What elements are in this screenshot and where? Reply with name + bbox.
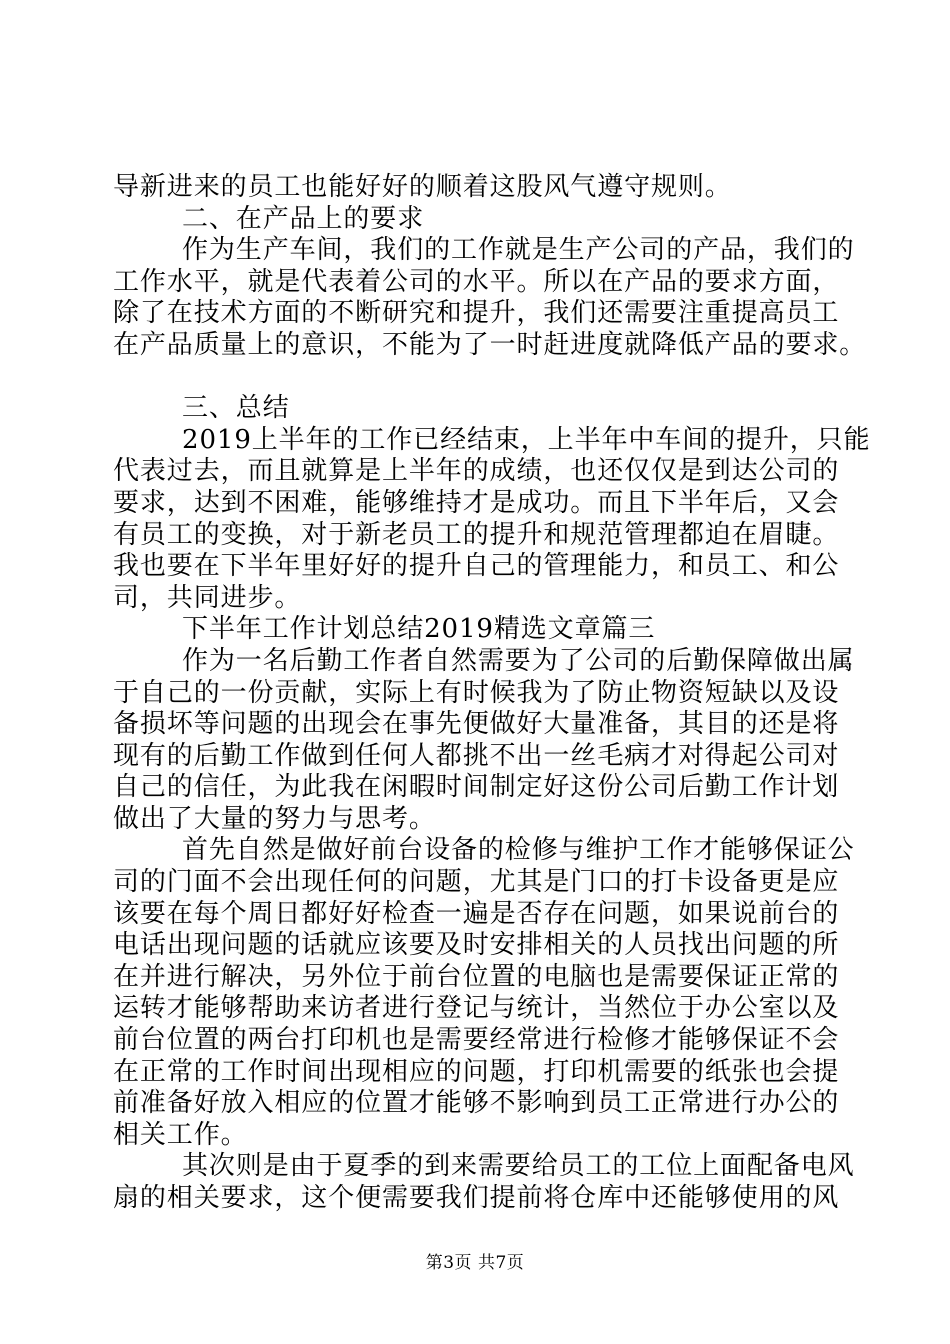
paragraph-start: 作为生产车间，我们的工作就是生产公司的产品，我们的	[182, 235, 855, 266]
text-line: 司的门面不会出现任何的问题，尤其是门口的打卡设备更是应	[113, 867, 840, 898]
paragraph-gap	[113, 362, 853, 394]
text-line: 我也要在下半年里好好的提升自己的管理能力，和员工、和公	[113, 551, 840, 582]
text-line: 在并进行解决，另外位于前台位置的电脑也是需要保证正常的	[113, 961, 840, 992]
text-line: 在正常的工作时间出现相应的问题，打印机需要的纸张也会提	[113, 1056, 840, 1087]
section-heading: 二、在产品上的要求	[182, 203, 425, 234]
text-line: 代表过去，而且就算是上半年的成绩，也还仅仅是到达公司的	[113, 456, 840, 487]
paragraph-start: 作为一名后勤工作者自然需要为了公司的后勤保障做出属	[182, 645, 855, 676]
paragraph-start: 首先自然是做好前台设备的检修与维护工作才能够保证公	[182, 835, 855, 866]
text-line: 前准备好放入相应的位置才能够不影响到员工正常进行办公的	[113, 1088, 840, 1119]
text-line: 工作水平，就是代表着公司的水平。所以在产品的要求方面，	[113, 266, 840, 297]
document-body	[113, 172, 871, 1215]
text-line: 备损坏等问题的出现会在事先便做好大量准备，其目的还是将	[113, 709, 840, 740]
section-heading: 三、总结	[182, 393, 290, 424]
paragraph-start: 2019上半年的工作已经结束，上半年中车间的提升，只能	[182, 424, 871, 455]
paragraph-start: 其次则是由于夏季的到来需要给员工的工位上面配备电风	[182, 1151, 855, 1182]
text-line: 有员工的变换，对于新老员工的提升和规范管理都迫在眉睫。	[113, 519, 840, 550]
text-line: 相关工作。	[113, 1119, 248, 1150]
text-line: 前台位置的两台打印机也是需要经常进行检修才能够保证不会	[113, 1025, 840, 1056]
text-line: 导新进来的员工也能好好的顺着这股风气遵守规则。	[113, 172, 732, 202]
text-line: 在产品质量上的意识，不能为了一时赶进度就降低产品的要求。	[113, 329, 867, 360]
page-number-footer: 第3页 共7页	[425, 1253, 525, 1273]
text-line: 要求，达到不困难，能够维持才是成功。而且下半年后，又会	[113, 487, 840, 518]
text-line: 现有的后勤工作做到任何人都挑不出一丝毛病才对得起公司对	[113, 740, 840, 771]
text-line: 该要在每个周日都好好检查一遍是否存在问题，如果说前台的	[113, 898, 840, 929]
text-line: 司，共同进步。	[113, 582, 302, 613]
text-line: 做出了大量的努力与思考。	[113, 803, 436, 834]
text-line: 自己的信任，为此我在闲暇时间制定好这份公司后勤工作计划	[113, 772, 840, 803]
text-line: 电话出现问题的话就应该要及时安排相关的人员找出问题的所	[113, 930, 840, 961]
text-line: 扇的相关要求，这个便需要我们提前将仓库中还能够使用的风	[113, 1183, 840, 1213]
article-heading: 下半年工作计划总结2019精选文章篇三	[182, 614, 656, 645]
text-line: 除了在技术方面的不断研究和提升，我们还需要注重提高员工	[113, 298, 840, 329]
text-line: 于自己的一份贡献，实际上有时候我为了防止物资短缺以及设	[113, 677, 840, 708]
text-line: 运转才能够帮助来访者进行登记与统计，当然位于办公室以及	[113, 993, 840, 1024]
